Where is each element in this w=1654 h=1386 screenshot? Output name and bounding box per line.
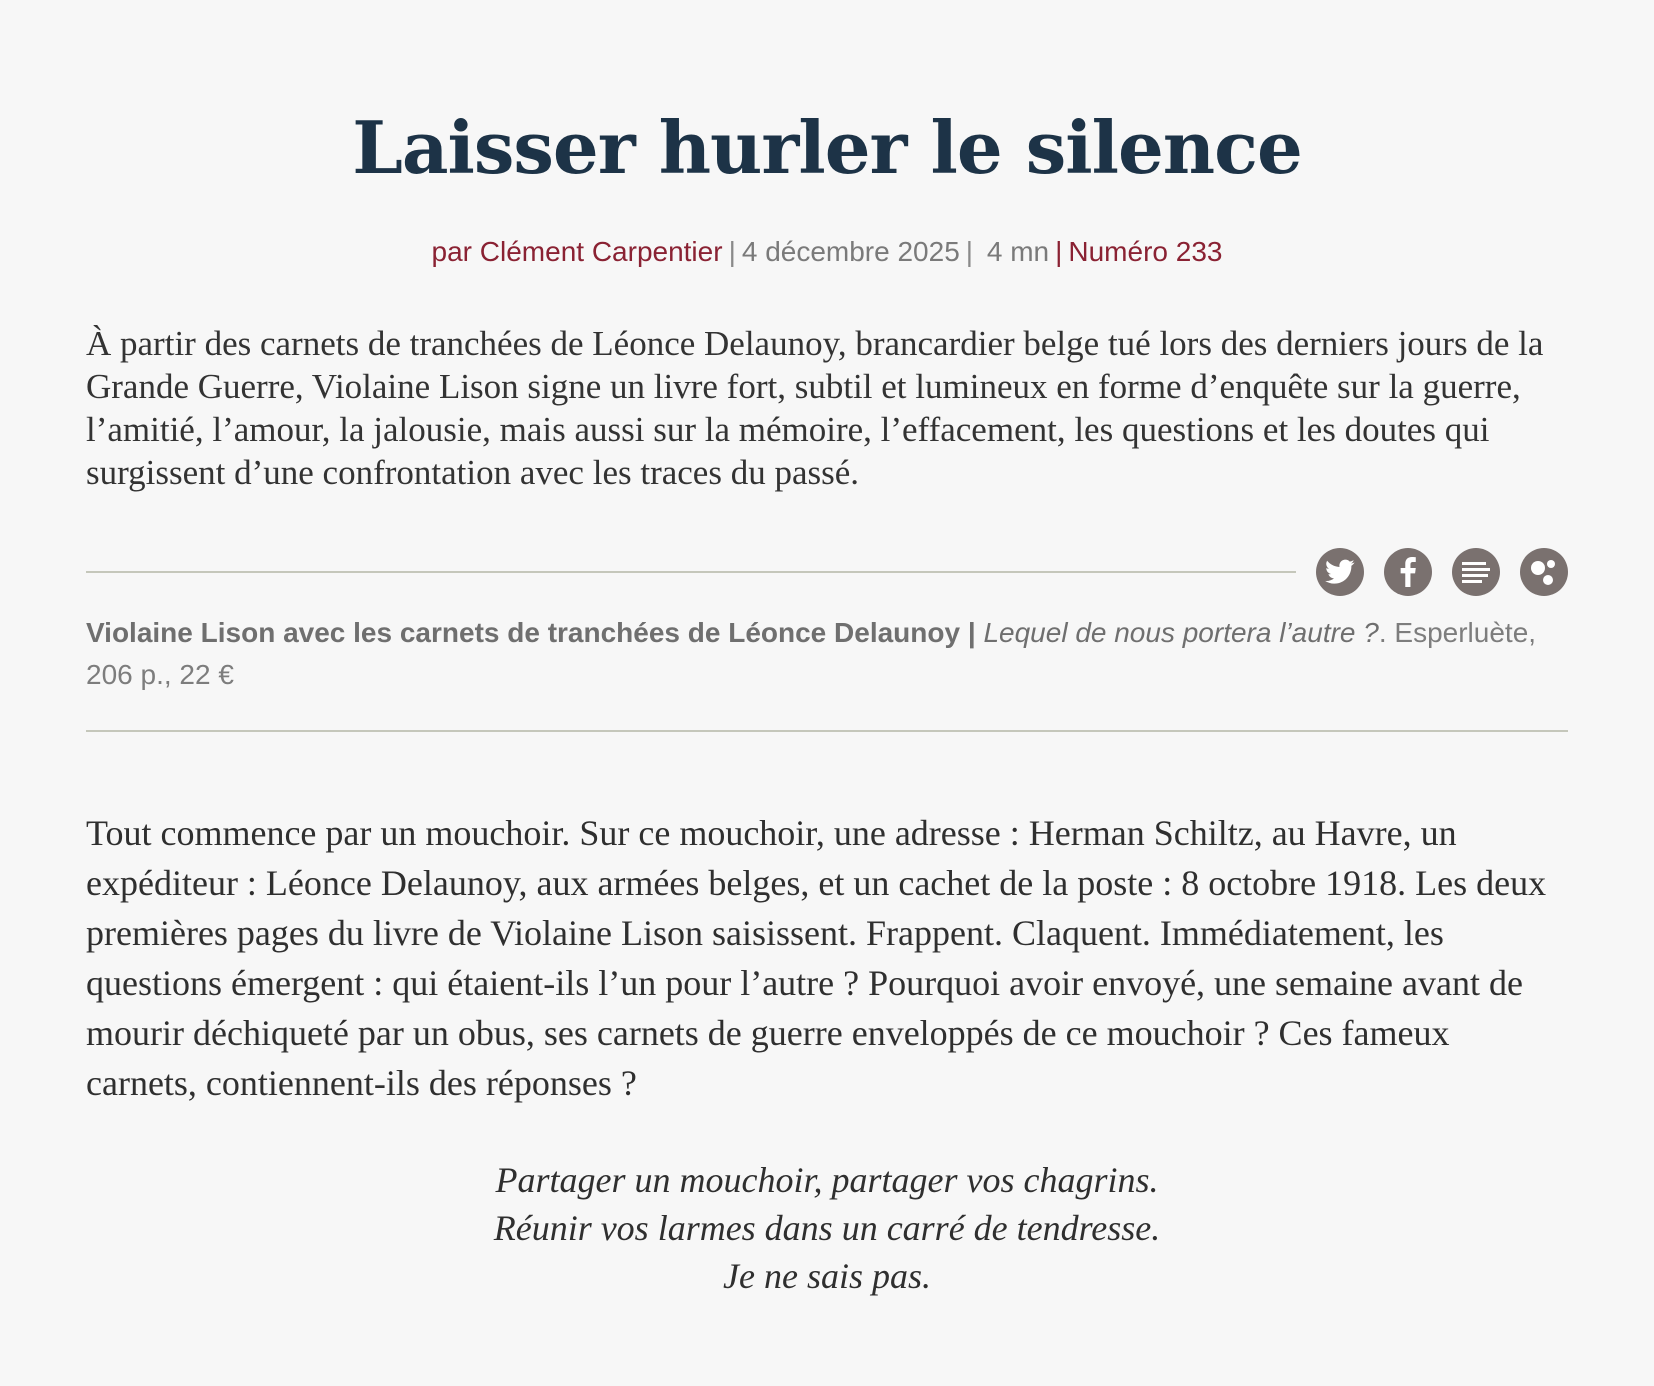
issue-link[interactable]: Numéro 233 — [1068, 236, 1223, 267]
article-title: Laisser hurler le silence — [352, 105, 1302, 190]
byline-separator: | — [965, 236, 974, 267]
divider — [86, 571, 1296, 573]
divider — [86, 730, 1568, 732]
article — [86, 0, 1568, 1300]
quote-line: Je ne sais pas. — [723, 1256, 931, 1296]
book-title: Lequel de nous portera l’autre ? — [983, 617, 1379, 648]
twitter-icon[interactable] — [1316, 548, 1364, 596]
facebook-icon[interactable] — [1384, 548, 1432, 596]
article-paragraph: Tout commence par un mouchoir. Sur ce mouchoir, une adresse : Herman Schiltz, au Havre, un expéditeur : Léonce Delaunoy, aux armées belges, et un cachet de la poste : 8 octobre 1918. Les deux premières pages du livre de Violaine Lison saisissent. Frappent. Claquent. Immédiatement, les questions émergent : qui étaient-ils l’un pour l’autre ? Pourquoi avoir envoyé, une semaine avant de mourir déchiqueté par un obus, ses carnets de guerre enveloppés de ce mouchoir ? Ces fameux carnets, contiennent-ils des réponses ? — [86, 813, 1547, 1103]
author-link[interactable]: par Clément Carpentier — [431, 236, 723, 267]
book-publisher-details: . Esperluète, 206 p., 22 € — [86, 617, 1537, 690]
share-icons — [1316, 548, 1568, 596]
quote-line: Réunir vos larmes dans un carré de tendresse. — [493, 1208, 1161, 1248]
byline-separator: | — [728, 236, 736, 267]
quote-line: Partager un mouchoir, partager vos chagrins. — [495, 1160, 1159, 1200]
book-authors: Violaine Lison avec les carnets de tranchées de Léonce Delaunoy | — [86, 617, 984, 648]
article-lead: À partir des carnets de tranchées de Léonce Delaunoy, brancardier belge tué lors des derniers jours de la Grande Guerre, Violaine Lison signe un livre fort, subtil et lumineux en forme d’enquête sur la guerre, l’amitié, l’amour, la jalousie, mais aussi sur la mémoire, l’effacement, les questions et les doutes qui surgissent d’une confrontation avec les traces du passé. — [86, 324, 1544, 492]
byline — [86, 234, 1568, 270]
share-icon[interactable] — [1520, 548, 1568, 596]
reading-time: 4 mn — [986, 236, 1050, 267]
book-reference — [86, 612, 1568, 696]
reader-icon[interactable] — [1452, 548, 1500, 596]
publish-date: 4 décembre 2025 — [741, 236, 960, 267]
share-bar — [86, 546, 1568, 598]
byline-separator: | — [1055, 236, 1063, 267]
poem-quote — [86, 1156, 1568, 1300]
